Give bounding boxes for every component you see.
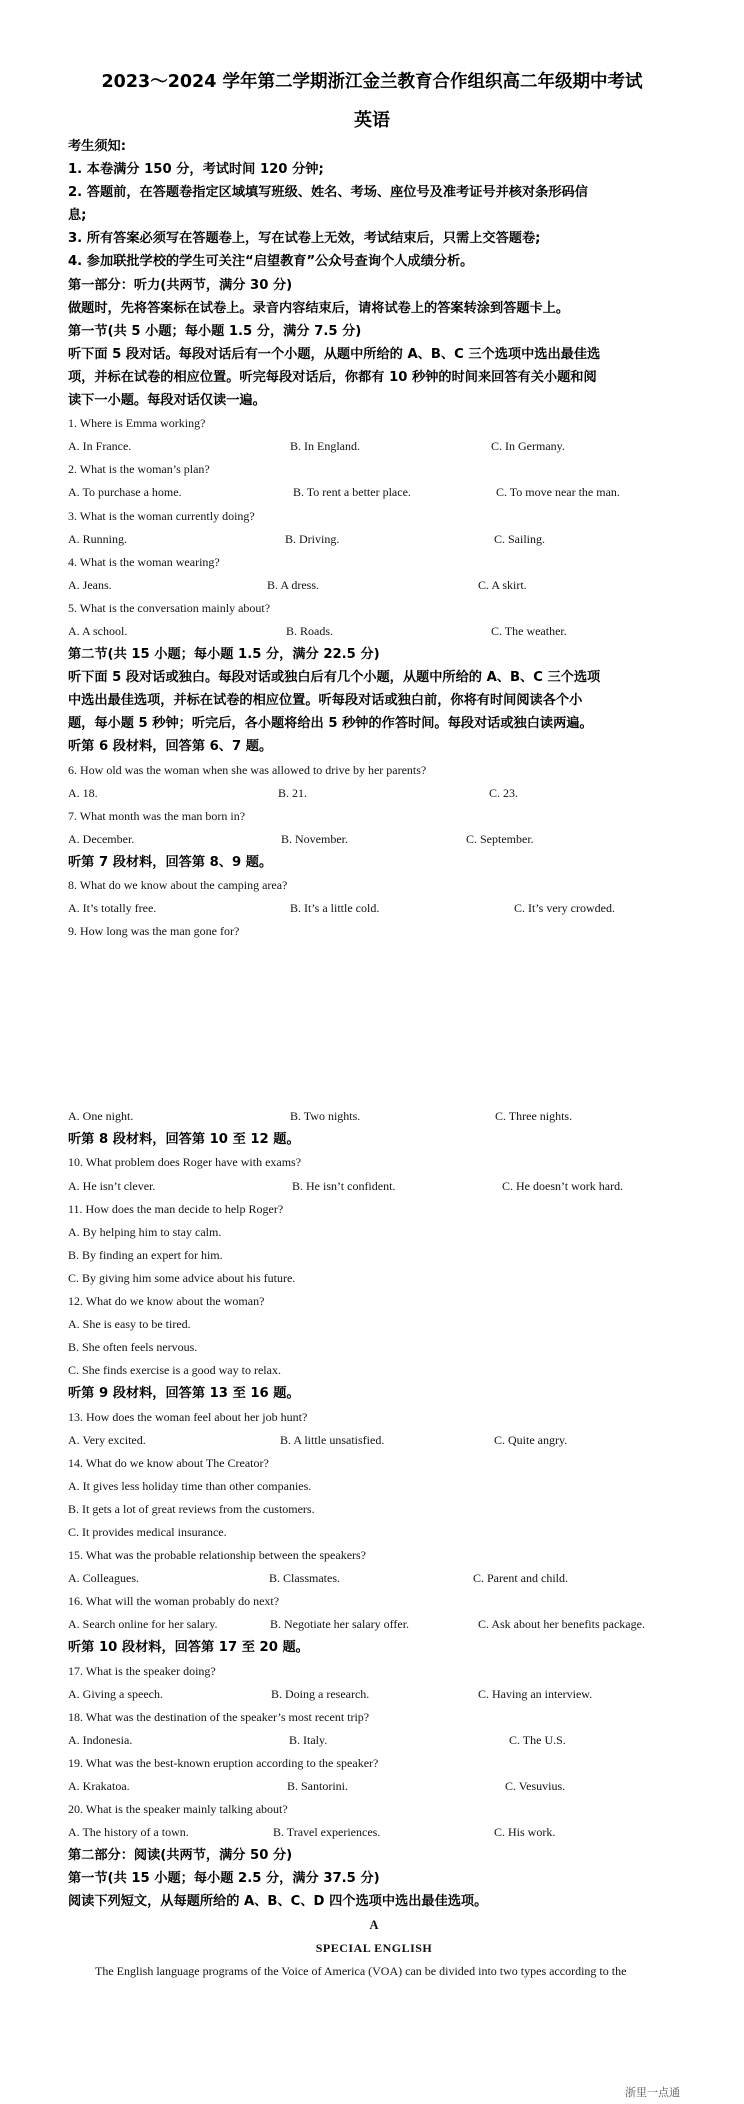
question-14: 14. What do we know about The Creator? — [68, 1455, 269, 1470]
question-1: 1. Where is Emma working? — [68, 416, 206, 431]
option-b: B. By finding an expert for him. — [68, 1247, 223, 1262]
question-2-options — [68, 481, 680, 504]
option-c: C. By giving him some advice about his future. — [68, 1270, 296, 1285]
option-a: A. One night. — [68, 1109, 134, 1124]
question-6: 6. How old was the woman when she was allowed to drive by her parents? — [68, 762, 427, 777]
option-c: C. September. — [466, 831, 534, 846]
question-4-options — [68, 574, 680, 597]
option-c: C. Sailing. — [494, 531, 546, 546]
option-c: C. Quite angry. — [494, 1432, 568, 1447]
material-10-heading: 听第 10 段材料，回答第 17 至 20 题。 — [68, 1640, 309, 1656]
option-a: A. December. — [68, 831, 135, 846]
option-c: C. The U.S. — [509, 1732, 566, 1747]
material-9-heading: 听第 9 段材料，回答第 13 至 16 题。 — [68, 1386, 300, 1402]
question-17: 17. What is the speaker doing? — [68, 1663, 216, 1678]
question-9: 9. How long was the man gone for? — [68, 924, 240, 939]
question-16-options — [68, 1613, 680, 1636]
question-19-options — [68, 1775, 680, 1798]
question-7-options — [68, 828, 680, 851]
blank-space — [68, 943, 680, 1105]
question-3: 3. What is the woman currently doing? — [68, 508, 255, 523]
question-9-options — [68, 1105, 680, 1128]
question-6-options — [68, 782, 680, 805]
option-a: A. In France. — [68, 439, 132, 454]
option-a: A. It gives less holiday time than other companies. — [68, 1478, 312, 1493]
option-b: B. 21. — [278, 785, 308, 800]
option-b: B. It gets a lot of great reviews from the customers. — [68, 1501, 315, 1516]
passage-label: A — [369, 1917, 379, 1932]
option-c: C. In Germany. — [491, 439, 565, 454]
part1-heading: 第一部分：听力(共两节，满分 30 分) — [68, 277, 293, 293]
notice-item: 1. 本卷满分 150 分，考试时间 120 分钟; — [68, 162, 324, 178]
notice-item: 4. 参加联批学校的学生可关注“启望教育”公众号查询个人成绩分析。 — [68, 254, 474, 270]
option-b: B. A little unsatisfied. — [280, 1432, 385, 1447]
option-a: A. She is easy to be tired. — [68, 1317, 191, 1332]
watermark: 浙里一点通 — [625, 2086, 680, 2099]
section2-instruction: 中选出最佳选项，并标在试卷的相应位置。听每段对话或独白前，你将有时间阅读各个小 — [68, 693, 583, 709]
section1-instruction: 听下面 5 段对话。每段对话后有一个小题，从题中所给的 A、B、C 三个选项中选出最佳选 — [68, 346, 601, 362]
option-b: B. Negotiate her salary offer. — [270, 1617, 410, 1632]
option-c: C. His work. — [494, 1825, 556, 1840]
section1-heading: 第一节(共 5 小题；每小题 1.5 分，满分 7.5 分) — [68, 323, 362, 339]
question-18-options — [68, 1729, 680, 1752]
option-a: A. He isn’t clever. — [68, 1178, 156, 1193]
option-b: B. To rent a better place. — [293, 485, 411, 500]
option-b: B. In England. — [290, 439, 360, 454]
option-a: A. Search online for her salary. — [68, 1617, 218, 1632]
passage-first-line: The English language programs of the Voice of America (VOA) can be divided into two types according to the — [95, 1963, 627, 1978]
option-b: B. It’s a little cold. — [290, 901, 380, 916]
question-15: 15. What was the probable relationship between the speakers? — [68, 1548, 367, 1563]
question-19: 19. What was the best-known eruption according to the speaker? — [68, 1755, 379, 1770]
option-a: A. Krakatoa. — [68, 1779, 130, 1793]
option-b: B. Driving. — [285, 531, 340, 546]
option-b: B. She often feels nervous. — [68, 1340, 198, 1355]
option-a: A. A school. — [68, 623, 128, 638]
option-b: B. November. — [281, 831, 348, 846]
option-b: B. Roads. — [286, 623, 334, 638]
option-c: C. She finds exercise is a good way to relax. — [68, 1363, 281, 1378]
option-c: C. Vesuvius. — [505, 1779, 566, 1793]
option-a: A. It’s totally free. — [68, 901, 157, 916]
option-a: A. Colleagues. — [68, 1571, 139, 1586]
question-1-options — [68, 435, 680, 458]
question-12: 12. What do we know about the woman? — [68, 1294, 265, 1309]
question-13: 13. How does the woman feel about her job hunt? — [68, 1409, 308, 1424]
question-5-options — [68, 620, 680, 643]
part2-heading: 第二部分：阅读(共两节，满分 50 分) — [68, 1848, 293, 1864]
option-c: C. He doesn’t work hard. — [502, 1178, 624, 1193]
question-13-options — [68, 1429, 680, 1452]
part2-instruction: 阅读下列短文，从每题所给的 A、B、C、D 四个选项中选出最佳选项。 — [68, 1894, 488, 1910]
question-11: 11. How does the man decide to help Roger? — [68, 1201, 284, 1216]
option-b: B. Doing a research. — [271, 1686, 370, 1701]
question-8: 8. What do we know about the camping area? — [68, 878, 288, 892]
question-16: 16. What will the woman probably do next? — [68, 1594, 280, 1609]
question-3-options — [68, 528, 680, 551]
exam-subject: 英语 — [354, 110, 390, 131]
question-20-options — [68, 1821, 680, 1844]
section2-heading: 第二节(共 15 小题；每小题 1.5 分，满分 22.5 分) — [68, 647, 380, 663]
question-10-options — [68, 1175, 680, 1198]
section1-instruction: 项，并标在试卷的相应位置。听完每段对话后，你都有 10 秒钟的时间来回答有关小题和阅 — [68, 369, 597, 385]
part1-instruction: 做题时，先将答案标在试卷上。录音内容结束后，请将试卷上的答案转涂到答题卡上。 — [68, 300, 570, 316]
section1-instruction: 读下一小题。每段对话仅读一遍。 — [68, 393, 266, 409]
option-a: A. Jeans. — [68, 577, 112, 592]
option-b: B. Two nights. — [290, 1109, 361, 1124]
option-a: A. To purchase a home. — [68, 485, 182, 500]
option-a: A. The history of a town. — [68, 1825, 189, 1840]
option-c: C. Parent and child. — [473, 1571, 568, 1586]
notice-item: 息; — [68, 208, 87, 224]
question-18: 18. What was the destination of the speaker’s most recent trip? — [68, 1709, 370, 1724]
option-b: B. Classmates. — [269, 1571, 340, 1586]
option-a: A. Giving a speech. — [68, 1686, 163, 1701]
option-b: B. A dress. — [267, 577, 320, 592]
question-2: 2. What is the woman’s plan? — [68, 462, 210, 477]
part2-section1-heading: 第一节(共 15 小题；每小题 2.5 分，满分 37.5 分) — [68, 1871, 380, 1887]
question-8-options — [68, 897, 680, 920]
exam-content — [68, 135, 680, 1983]
option-c: C. Three nights. — [495, 1109, 573, 1124]
section2-instruction: 听下面 5 段对话或独白。每段对话或独白后有几个小题，从题中所给的 A、B、C 三个选项 — [68, 670, 601, 686]
question-7: 7. What month was the man born in? — [68, 808, 246, 823]
question-4: 4. What is the woman wearing? — [68, 554, 220, 569]
option-c: C. 23. — [489, 785, 519, 800]
option-c: C. It’s very crowded. — [514, 901, 615, 916]
option-c: C. It provides medical insurance. — [68, 1524, 227, 1539]
question-5: 5. What is the conversation mainly about? — [68, 600, 271, 615]
question-17-options — [68, 1683, 680, 1706]
option-c: C. The weather. — [491, 623, 567, 638]
notice-heading: 考生须知: — [68, 139, 127, 154]
material-8-heading: 听第 8 段材料，回答第 10 至 12 题。 — [68, 1132, 300, 1148]
material-7-heading: 听第 7 段材料，回答第 8、9 题。 — [68, 854, 273, 870]
question-10: 10. What problem does Roger have with exams? — [68, 1155, 302, 1170]
option-a: A. 18. — [68, 785, 98, 800]
notice-item: 2. 答题前，在答题卷指定区域填写班级、姓名、考场、座位号及准考证号并核对条形码信 — [68, 185, 588, 201]
option-b: B. Santorini. — [287, 1779, 349, 1793]
option-c: C. Ask about her benefits package. — [478, 1617, 645, 1632]
notice-item: 3. 所有答案必须写在答题卷上，写在试卷上无效，考试结束后，只需上交答题卷; — [68, 231, 541, 247]
passage-title: SPECIAL ENGLISH — [315, 1940, 433, 1955]
option-a: A. By helping him to stay calm. — [68, 1224, 222, 1239]
question-15-options — [68, 1567, 680, 1590]
option-b: B. Italy. — [289, 1732, 328, 1747]
option-a: A. Indonesia. — [68, 1732, 133, 1747]
option-b: B. Travel experiences. — [273, 1825, 381, 1840]
question-20: 20. What is the speaker mainly talking about? — [68, 1802, 288, 1817]
option-a: A. Running. — [68, 531, 128, 546]
option-b: B. He isn’t confident. — [292, 1178, 396, 1193]
option-a: A. Very excited. — [68, 1432, 146, 1447]
exam-title: 2023～2024 学年第二学期浙江金兰教育合作组织高二年级期中考试 — [101, 72, 643, 92]
option-c: C. A skirt. — [478, 577, 527, 592]
option-c: C. Having an interview. — [478, 1686, 593, 1701]
material-6-heading: 听第 6 段材料，回答第 6、7 题。 — [68, 739, 273, 755]
option-c: C. To move near the man. — [496, 485, 620, 500]
section2-instruction: 题，每小题 5 秒钟；听完后，各小题将给出 5 秒钟的作答时间。每段对话或独白读两遍。 — [68, 716, 593, 732]
